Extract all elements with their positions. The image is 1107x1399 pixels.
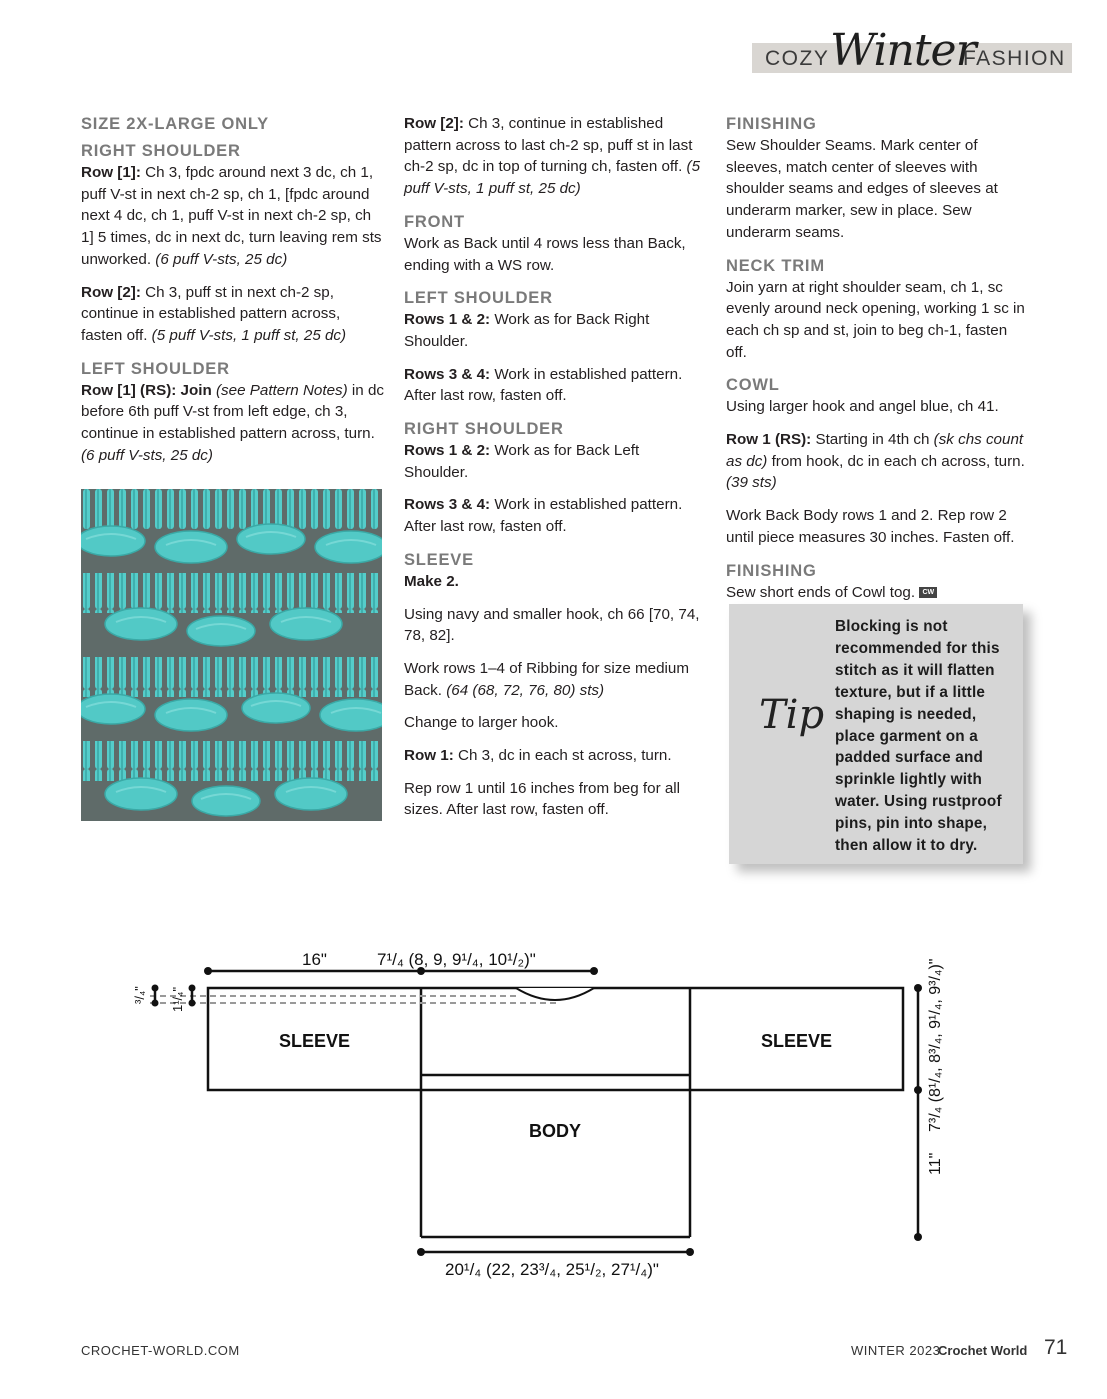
column-1	[81, 113, 384, 477]
dim-right-dot-1	[914, 984, 922, 992]
column-3	[726, 113, 1031, 614]
dim-small-dot-1	[152, 985, 159, 992]
cowl-row1-paragraph: Row 1 (RS): Starting in 4th ch (sk chs count as dc) from hook, dc in each ch across, turn. (39 sts)	[726, 431, 1025, 492]
rs-row1-paragraph: Row [1]: Ch 3, fpdc around next 3 dc, ch 1, puff V-st in next ch-2 sp, ch 1, [fpdc around next 4 dc, ch 1, puff V-st in next ch-2 sp, ch 1] 5 times, dc in next dc, turn leaving rem sts unworked. (6 puff V-sts, 25 dc)	[81, 164, 382, 268]
dim-right-dot-2	[914, 1086, 922, 1094]
front-paragraph: Work as Back until 4 rows less than Back, ending with a WS row.	[404, 234, 686, 274]
sleeve-p3: Change to larger hook.	[404, 714, 559, 732]
schematic-neck-curve	[516, 988, 594, 1000]
sleeve-p1: Using navy and smaller hook, ch 66 [70, 74, 78, 82].	[404, 605, 700, 645]
rs-row2-paragraph: Row [2]: Ch 3, puff st in next ch-2 sp, continue in established pattern across, fasten off. (5 puff V-sts, 1 puff st, 25 dc)	[81, 283, 347, 344]
finishing2-paragraph: Sew short ends of Cowl tog. CW	[726, 582, 1031, 604]
size-heading: SIZE 2X-LARGE ONLY	[81, 115, 269, 133]
dim-top-dot-3	[590, 967, 598, 975]
tip-text: Blocking is not recommended for this stitch as it will flatten texture, but if a little shaping is needed, place garment on a padded surface and sprinkle lightly with water. Using rustproof pins, pin into shape, then allow it to dry.	[835, 618, 1002, 855]
dim-neck-width: 7¹/₄ (8, 9, 9¹/₄, 10¹/₂)"	[377, 950, 536, 969]
label-body: BODY	[529, 1121, 582, 1141]
footer-site: CROCHET-WORLD.COM	[81, 1343, 240, 1358]
row2-paragraph: Row [2]: Ch 3, continue in established pattern across to last ch-2 sp, puff st in last ch-2 sp, dc in top of turning ch, fasten off. (5 puff V-sts, 1 puff st, 25 dc)	[404, 115, 701, 198]
right-shoulder-heading: RIGHT SHOULDER	[81, 142, 241, 160]
sleeve-p2: Work rows 1–4 of Ribbing for size medium Back. (64 (68, 72, 76, 80) sts)	[404, 659, 690, 699]
front-heading: FRONT	[404, 212, 465, 231]
header-cozy: COZY	[765, 47, 830, 70]
dim-bottom-dot-1	[417, 1248, 425, 1256]
ls-rows34-paragraph: Rows 3 & 4: Work in established pattern. After last row, fasten off.	[404, 365, 683, 405]
dim-bottom-width: 20¹/₄ (22, 23³/₄, 25¹/₂, 27¹/₄)"	[445, 1260, 659, 1279]
footer-magazine: Crochet World	[938, 1343, 1028, 1358]
ls-rows12-paragraph: Rows 1 & 2: Work as for Back Right Shoulder.	[404, 311, 650, 350]
label-sleeve-left: SLEEVE	[279, 1031, 351, 1051]
dim-small-1: ³/₄"	[132, 986, 147, 1004]
cowl-paragraph: Using larger hook and angel blue, ch 41.	[726, 398, 999, 416]
dim-small-dot-2	[152, 1000, 159, 1007]
finishing-paragraph: Sew Shoulder Seams. Mark center of sleeves, match center of sleeves with shoulder seams and edges of sleeves at underarm marker, sew in place. Sew underarm seams.	[726, 137, 998, 241]
finishing-heading: FINISHING	[726, 115, 817, 133]
neck-trim-paragraph: Join yarn at right shoulder seam, ch 1, sc evenly around neck opening, working 1 sc in each ch sp and st, join to beg ch-1, fasten off.	[726, 278, 1025, 361]
dim-small-dot-4	[189, 1000, 196, 1007]
cw-end-badge-icon: CW	[919, 587, 937, 598]
dim-right-lower: 11"	[927, 1152, 944, 1175]
dim-bottom-dot-2	[686, 1248, 694, 1256]
page-number: 71	[1044, 1336, 1068, 1359]
tip-box	[729, 604, 1023, 864]
footer-issue: WINTER 2023	[851, 1343, 941, 1358]
dim-small-dot-3	[189, 985, 196, 992]
sleeve-p5: Rep row 1 until 16 inches from beg for all sizes. After last row, fasten off.	[404, 779, 681, 819]
column-2	[404, 113, 704, 832]
make-two: Make 2.	[404, 572, 459, 590]
swatch-texture	[81, 489, 382, 821]
dim-sleeve-length: 16"	[302, 950, 327, 969]
dim-right-upper: 7³/₄ (8¹/₄, 8³/₄, 9¹/₄, 9³/₄)"	[927, 958, 944, 1132]
header-fashion: FASHION	[963, 47, 1066, 70]
garment-schematic	[0, 930, 1107, 1290]
ls-row1-paragraph: Row [1] (RS): Join (see Pattern Notes) in dc before 6th puff V-st from left edge, ch 3, continue in established pattern across, turn. (6 puff V-sts, 25 dc)	[81, 381, 384, 464]
dim-small-2: 1¹/₄"	[170, 986, 185, 1012]
cowl-p3: Work Back Body rows 1 and 2. Rep row 2 until piece measures 30 inches. Fasten off.	[726, 507, 1015, 546]
sleeve-row1: Row 1: Ch 3, dc in each st across, turn.	[404, 747, 672, 765]
rs-rows12-paragraph: Rows 1 & 2: Work as for Back Left Shoulder.	[404, 442, 640, 481]
right-shoulder-heading-2: RIGHT SHOULDER	[404, 420, 564, 439]
dim-right-dot-3	[914, 1233, 922, 1241]
label-sleeve-right: SLEEVE	[761, 1031, 833, 1051]
finishing2-heading: FINISHING	[726, 561, 817, 580]
left-shoulder-heading-2: LEFT SHOULDER	[404, 289, 553, 308]
sleeve-heading: SLEEVE	[404, 550, 474, 569]
header-script-winter: Winter	[830, 25, 976, 76]
dim-top-dot-1	[204, 967, 212, 975]
neck-trim-heading: NECK TRIM	[726, 256, 825, 275]
rs-rows34-paragraph: Rows 3 & 4: Work in established pattern. After last row, fasten off.	[404, 496, 683, 536]
left-shoulder-heading: LEFT SHOULDER	[81, 359, 230, 378]
stitch-swatch-photo	[81, 489, 382, 821]
cowl-heading: COWL	[726, 376, 780, 395]
tip-label: Tip	[759, 692, 825, 738]
